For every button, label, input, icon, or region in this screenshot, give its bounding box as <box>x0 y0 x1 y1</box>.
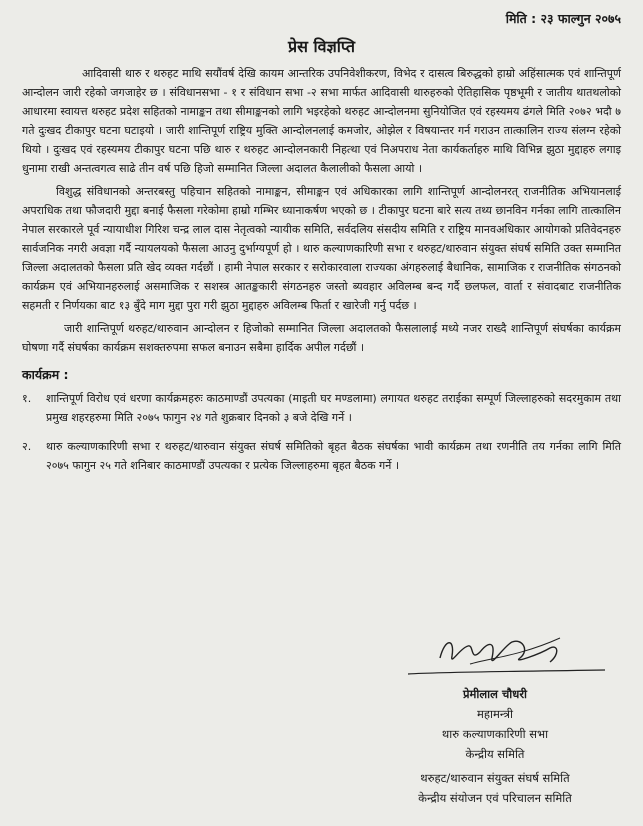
signatory-org: थारु कल्याणकारिणी सभा <box>441 727 549 741</box>
program-item-number: १. <box>22 392 32 405</box>
document-title: प्रेस विज्ञप्ति <box>288 37 355 56</box>
program-list <box>22 389 621 475</box>
signatory-block <box>360 684 630 808</box>
body-paragraph-3: जारी शान्तिपूर्ण थरुहट/थारुवान आन्दोलन र हिजोको सम्मानित जिल्ला अदालतको फैसलालाई मध्ये नजर राख्दै शान्तिपूर्ण संघर्षका कार्यक्रम घोषणा गर्दै संघर्षका कार्यक्रम सशक्तरुपमा सफल बनाउन सबैमा हार्दिक अपील गर्दछौं । <box>22 322 621 354</box>
handwritten-signature <box>400 628 610 680</box>
program-item-number: २. <box>22 440 32 453</box>
program-heading: कार्यक्रम : <box>22 367 69 382</box>
joint-committee-name: थरुहट/थारुवान संयुक्त संघर्ष समिति <box>420 771 570 785</box>
program-item-text: थारु कल्याणकारिणी सभा र थरुहट/थारुवान संयुक्त संघर्ष समितिको बृहत बैठक संघर्षका भावी कार्यक्रम तथा रणनीति तय गर्नका लागि मिति २०७५ फागुन २५ गते शनिबार काठमाण्डौं उपत्यका र प्रत्येक जिल्लाहरुमा बृहत बैठक गर्ने । <box>46 440 621 472</box>
signature-area <box>400 628 630 680</box>
date-line: मिति : २३ फाल्गुन २०७५ <box>505 11 621 26</box>
body-paragraph-2: विशुद्ध संविधानको अन्तरबस्तु पहिचान सहितको नामाङ्कन, सीमाङ्कन एवं अधिकारका लागि शान्तिपूर्ण आन्दोलनरत् राजनीतिक अभियानलाई अपराधिक तथा फौजदारी मुद्दा बनाई फैसला गरेकोमा हाम्रो गम्भिर ध्यानाकर्षण भएको छ । टीकापुर घटना बारे सत्य तथ्य छानविन गर्नका लागि तात्कालिन नेपाल सरकारले पूर्व न्यायाधीश गिरिश चन्द्र लाल दास नेतृत्वको न्यायीक समिति, सर्वदलिय संसदीय समिति र राष्ट्रिय मानवअधिकार आयोगको प्रतिवेदनहरु सार्वजनिक नगरी अवज्ञा गर्दै न्यायलयको फैसला आउनु दुर्भाग्यपूर्ण हो । थारु कल्याणकारिणी सभा र थरुहट/थारुवान संयुक्त संघर्ष समिति उक्त सम्मानित जिल्ला अदालतको फैसला प्रति खेद व्यक्त गर्दछौं । हामी नेपाल सरकार र सरोकारवाला राज्यका अंगहरुलाई बैधानिक, सामाजिक र राजनीतिक संगठनको कार्यक्रम एवं अभियानहरुलाई असमाजिक र सशस्त्र आतङ्ककारी संगठनहरु जस्तो ब्यवहार अविलम्ब बन्द गर्दै छलफल, वार्ता र संवादबाट राजनीतिक सहमती र निर्णयका बाट १३ बुँदे माग मुद्दा पुरा गरी झुठा मुद्दाहरु अविलम्ब फिर्ता र खारेजी गर्नु पर्दछ । <box>22 185 621 312</box>
signatory-position: महामन्त्री <box>477 707 513 721</box>
program-item-text: शान्तिपूर्ण विरोध एवं धरणा कार्यक्रमहरुः काठमाण्डौं उपत्यका (माइती घर मण्डलामा) लगायत थरुहट तराईका सम्पूर्ण जिल्लाहरुको सदरमुकाम तथा प्रमुख शहरहरुमा मिति २०७५ फागुन २४ गते शुक्रबार दिनको ३ बजे देखि गर्ने । <box>46 392 621 424</box>
signatory-org-committee: केन्द्रीय समिति <box>465 747 525 761</box>
body-paragraph-1: आदिवासी थारु र थरुहट माथि सयौंवर्ष देखि कायम आन्तरिक उपनिवेशीकरण, विभेद र दासत्व बिरुद्धको हाम्रो अहिंसात्मक एवं शान्तिपूर्ण आन्दोलन जारी रहेको जगजाहेर छ । संविधानसभा - १ र संविधान सभा -२ सभा मार्फत आदिवासी थारुहरुको ऐतिहासिक पृष्ठभूमी र जातीय थातथलोको आधारमा स्वायत्त थरुहट प्रदेश सहितको नामाङ्कन तथा सीमाङ्कनको लागि भइरहेको थरुहट आन्दोलनमा सुनियोजित एवं रहस्यमय ढंगले मिति २०७२ भदौ ७ गते दुःखद टीकापुर घटना घटाइयो । जारी शान्तिपूर्ण राष्ट्रिय मुक्ति आन्दोलनलाई कमजोर, ओझेल र विषयान्तर गर्न गराउन तात्कालिन राज्य संलग्न रहेको थियो । दुःखद एवं रहस्यमय टीकापुर घटना पछि थारु र थरुहट आन्दोलनकारी निहत्था एवं निअपराध नेता कार्यकर्ताहरु माथि विभिन्न झुठा मुद्दाहरु लगाइ धुनामा राखी अन्तत्वगत्व साढे तीन वर्ष पछि हिजो सम्मानित जिल्ला अदालत कैलालीको फैसला आयो । <box>22 67 621 175</box>
program-item-2 <box>22 437 621 475</box>
signatory-name: प्रेमीलाल चौधरी <box>462 687 527 701</box>
joint-committee-unit: केन्द्रीय संयोजन एवं परिचालन समिति <box>418 791 572 805</box>
program-item-1 <box>22 389 621 427</box>
